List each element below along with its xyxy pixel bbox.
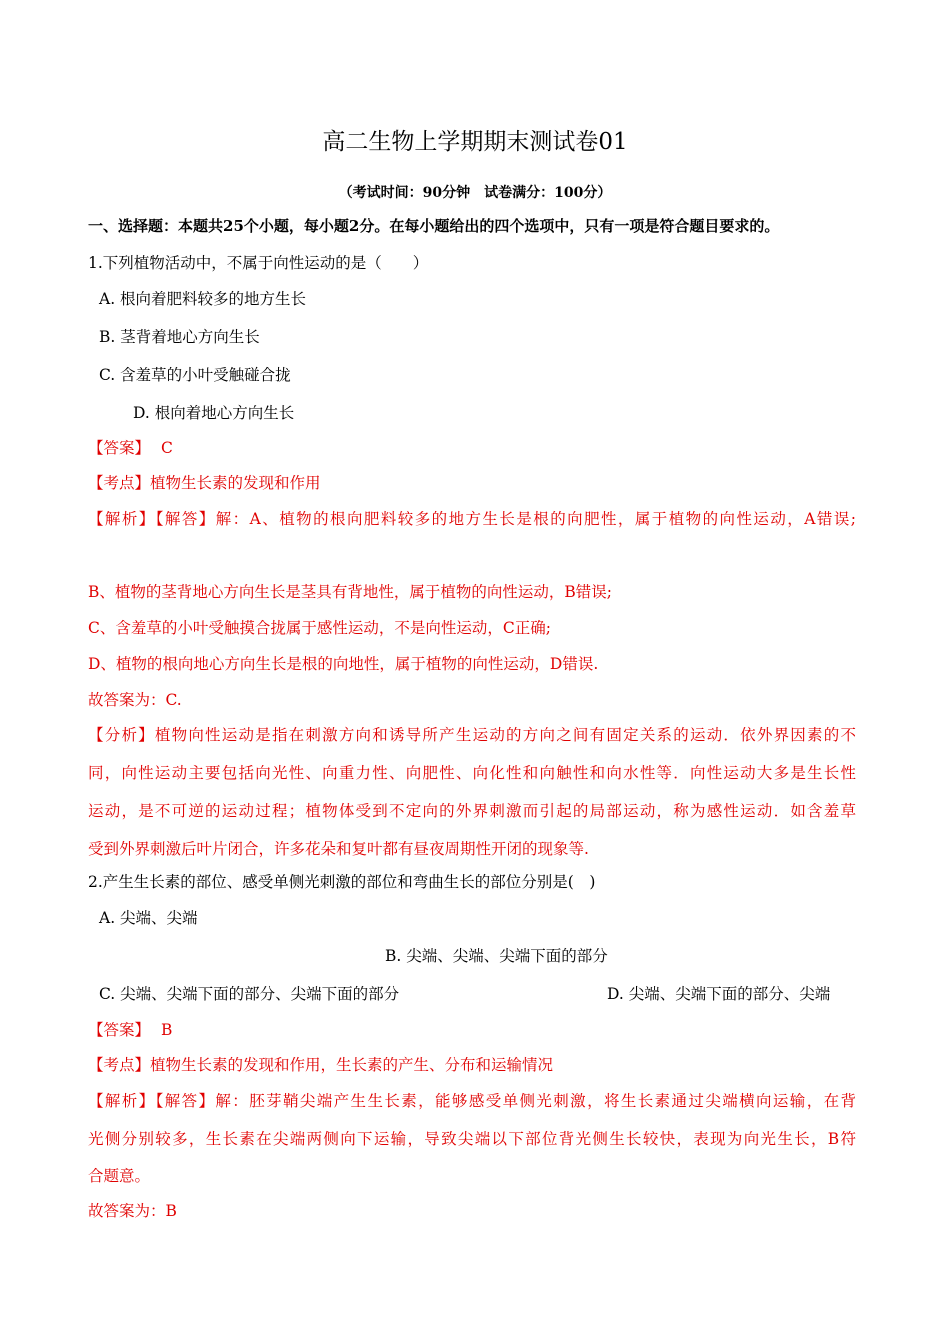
q2-answer-tag: 【答案】 (88, 1021, 151, 1039)
q1-comment-tag: 【分析】 (88, 726, 155, 744)
exam-info: （考试时间：90分钟 试卷满分：100分） (338, 185, 612, 201)
q2-analysis-line-4: 故答案为：B (88, 1202, 177, 1220)
section-heading: 一、选择题：本题共25个小题，每小题2分。在每小题给出的四个选项中，只有一项是符合题目要求的。 (88, 217, 780, 235)
q2-option-b: B. 尖端、尖端、尖端下面的部分 (385, 947, 608, 965)
q1-option-c: C. 含羞草的小叶受触碰合拢 (99, 366, 291, 384)
q1-answer: C (160, 439, 173, 457)
q1-analysis-row (88, 509, 856, 529)
q2-analysis-line-2: 光侧分别较多，生长素在尖端两侧向下运输，导致尖端以下部位背光侧生长较快，表现为向光生长，B符 (88, 1130, 856, 1148)
q1-analysis-line-1: 解：A、植物的根向肥料较多的地方生长是根的向肥性，属于植物的向性运动，A错误; (215, 510, 856, 528)
q1-option-a: A. 根向着肥料较多的地方生长 (99, 290, 307, 308)
q2-option-c: C. 尖端、尖端下面的部分、尖端下面的部分 (99, 985, 400, 1003)
q2-point-tag: 【考点】 (88, 1056, 151, 1074)
q1-analysis-line-4: D、植物的根向地心方向生长是根的向地性，属于植物的向性运动，D错误. (88, 655, 599, 673)
q1-comment-line-2: 同，向性运动主要包括向光性、向重力性、向肥性、向化性和向触性和向水性等．向性运动大多是生长性 (88, 764, 856, 782)
page-title: 高二生物上学期期末测试卷01 (322, 129, 628, 155)
q1-comment-line-3: 运动，是不可逆的运动过程；植物体受到不定向的外界刺激而引起的局部运动，称为感性运动．如含羞草 (88, 802, 856, 820)
q1-stem: 1.下列植物活动中，不属于向性运动的是（ ） (88, 254, 429, 272)
q1-answer-tag: 【答案】 (88, 439, 151, 457)
q1-analysis-line-3: C、含羞草的小叶受触摸合拢属于感性运动，不是向性运动，C正确; (88, 619, 551, 637)
q1-option-d: D. 根向着地心方向生长 (133, 404, 295, 422)
q1-analysis-tag: 【解析】【解答】 (88, 510, 216, 528)
q2-answer: B (160, 1021, 173, 1039)
q1-comment-row (88, 725, 856, 745)
q2-analysis-line-3: 合题意。 (88, 1167, 151, 1185)
q1-point-row (88, 473, 321, 493)
q2-analysis-tag: 【解析】【解答】 (88, 1092, 216, 1110)
q2-point-row (88, 1055, 553, 1075)
q1-option-b: B. 茎背着地心方向生长 (99, 328, 260, 346)
q1-comment-line-1: 植物向性运动是指在刺激方向和诱导所产生运动的方向之间有固定关系的运动．依外界因素的不 (154, 726, 856, 744)
q2-answer-row (88, 1020, 172, 1040)
q2-option-d: D. 尖端、尖端下面的部分、尖端 (607, 985, 831, 1003)
q2-point: 植物生长素的发现和作用，生长素的产生、分布和运输情况 (150, 1056, 554, 1074)
q2-option-a: A. 尖端、尖端 (99, 909, 198, 927)
q1-answer-row (88, 438, 173, 458)
q2-analysis-line-1: 解：胚芽鞘尖端产生生长素，能够感受单侧光刺激，将生长素通过尖端横向运输，在背 (215, 1092, 856, 1110)
q1-comment-line-4: 受到外界刺激后叶片闭合，许多花朵和复叶都有昼夜周期性开闭的现象等. (88, 840, 589, 858)
q2-analysis-row (88, 1091, 856, 1111)
q1-analysis-line-2: B、植物的茎背地心方向生长是茎具有背地性，属于植物的向性运动，B错误; (88, 583, 613, 601)
q2-stem: 2.产生生长素的部位、感受单侧光刺激的部位和弯曲生长的部位分别是( ) (88, 873, 596, 891)
q1-analysis-line-5: 故答案为：C. (88, 691, 182, 709)
q1-point-tag: 【考点】 (88, 474, 151, 492)
q1-point: 植物生长素的发现和作用 (150, 474, 321, 492)
